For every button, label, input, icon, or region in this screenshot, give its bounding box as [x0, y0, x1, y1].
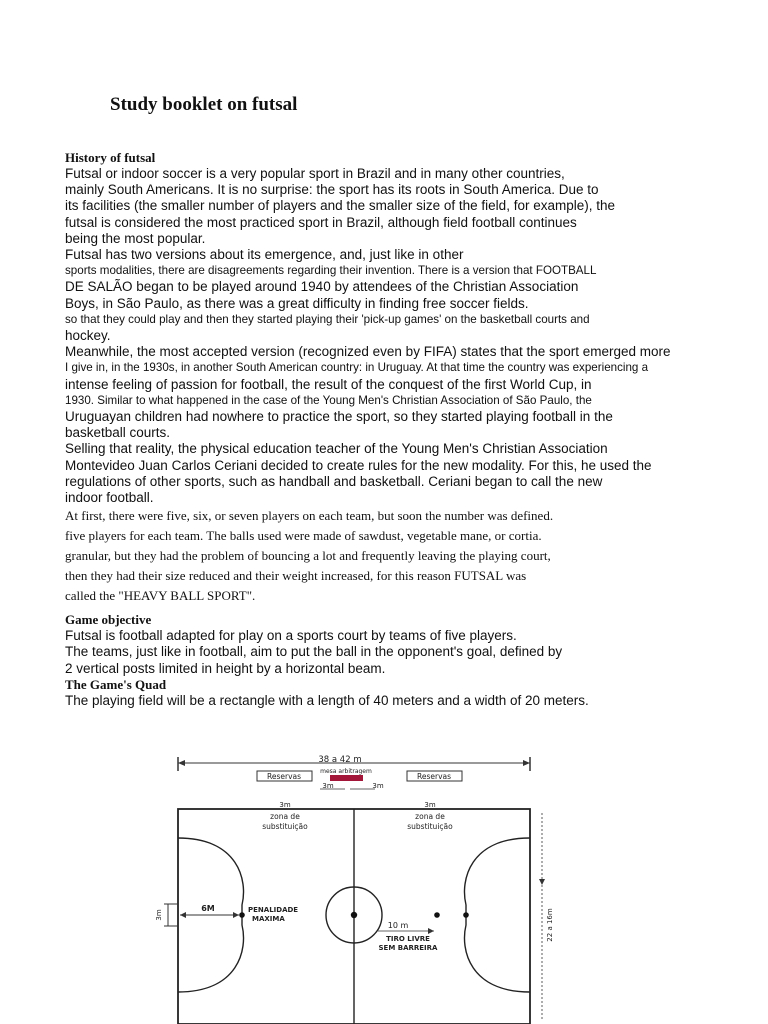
table-dist-right-label: 3m: [372, 782, 384, 790]
text-line: 1930. Similar to what happened in the case of the Young Men's Christian Association of São Paulo, the: [65, 393, 592, 407]
penalty-spot-left: [239, 912, 245, 918]
text-line: indoor football.: [65, 490, 154, 506]
free-kick-label-1: TIRO LIVRE: [386, 935, 430, 943]
text-line: its facilities (the smaller number of players and the smaller size of the field, for example), the: [65, 198, 615, 214]
free-kick-dist-label: 10 m: [387, 921, 409, 930]
arrow-left-icon: [178, 760, 185, 766]
penalty-spot-right: [463, 912, 469, 918]
goal-width-label: 3m: [155, 909, 163, 921]
penalty-label-2: MAXIMA: [252, 915, 285, 923]
page-title: Study booklet on futsal: [110, 94, 298, 115]
sub-zone-right-1: zona de: [415, 812, 445, 821]
futsal-court-diagram: [150, 745, 570, 1024]
text-line: intense feeling of passion for football, the result of the conquest of the first World Cup, in: [65, 376, 592, 392]
table-label: mesa arbitragem: [320, 768, 372, 775]
text-line: basketball courts.: [65, 425, 171, 441]
free-kick-arrow-icon: [428, 928, 434, 934]
center-spot: [351, 912, 357, 918]
table-dist-left-label: 3m: [322, 782, 334, 790]
penalty-dist-label: 6M: [201, 904, 215, 913]
referee-table: [330, 775, 363, 781]
text-line: At first, there were five, six, or seven players on each team, but soon the number was defined.: [65, 508, 554, 524]
text-line: sports modalities, there are disagreements regarding their invention. There is a version that FOOTBALL: [65, 264, 597, 278]
free-kick-spot: [434, 912, 440, 918]
text-line: so that they could play and then they started playing their 'pick-up games' on the basketball courts and: [65, 312, 590, 326]
text-line: Futsal is football adapted for play on a sports court by teams of five players.: [65, 628, 517, 644]
text-line: 2 vertical posts limited in height by a horizontal beam.: [65, 660, 386, 676]
text-line: Futsal or indoor soccer is a very popular sport in Brazil and in many other countries,: [65, 166, 565, 181]
text-line: Montevideo Juan Carlos Ceriani decided to create rules for the new modality. For this, he used the: [65, 457, 652, 473]
text-line: called the "HEAVY BALL SPORT".: [65, 588, 256, 604]
text-line: mainly South Americans. It is no surprise: the sport has its roots in South America. Due to: [65, 182, 599, 198]
free-kick-label-2: SEM BARREIRA: [378, 944, 438, 952]
text-line: five players for each team. The balls used were made of sawdust, vegetable mane, or cortia.: [65, 528, 542, 544]
text-line: then they had their size reduced and their weight increased, for this reason FUTSAL was: [65, 568, 527, 584]
text-line: I give in, in the 1930s, in another South American country: in Uruguay. At that time the country was experiencing a: [65, 361, 649, 375]
text-line: regulations of other sports, such as handball and basketball. Ceriani began to call the new: [65, 473, 603, 489]
text-line: hockey.: [65, 328, 111, 344]
document-body: [65, 150, 755, 709]
text-line: Meanwhile, the most accepted version (recognized even by FIFA) states that the sport emerged more: [65, 344, 671, 360]
section-heading: History of futsal: [65, 150, 156, 165]
text-line: Selling that reality, the physical education teacher of the Young Men's Christian Association: [65, 441, 608, 457]
penalty-arrow-right-icon: [233, 912, 239, 918]
text-line: The teams, just like in football, aim to put the ball in the opponent's goal, defined by: [65, 644, 563, 660]
section-heading: Game objective: [65, 612, 152, 628]
length-label: 38 a 42 m: [318, 755, 362, 765]
text-line: The playing field will be a rectangle with a length of 40 meters and a width of 20 meters.: [65, 692, 589, 708]
penalty-arrow-left-icon: [180, 912, 186, 918]
sub-zone-right-2: substituição: [407, 822, 453, 831]
sub-zone-dist-right: 3m: [424, 801, 436, 809]
width-label: 22 a 16m: [546, 908, 554, 942]
sub-zone-dist-left: 3m: [279, 801, 291, 809]
sub-zone-left-1: zona de: [270, 812, 300, 821]
reserves-left-label: Reservas: [266, 772, 302, 781]
section-heading: The Game's Quad: [65, 676, 167, 692]
text-line: DE SALÃO began to be played around 1940 by attendees of the Christian Association: [65, 279, 579, 295]
penalty-area-right: [464, 838, 530, 992]
text-line: Boys, in São Paulo, as there was a great difficulty in finding free soccer fields.: [65, 295, 529, 311]
sub-zone-left-2: substituição: [262, 822, 308, 831]
text-line: Futsal has two versions about its emergence, and, just like in other: [65, 247, 464, 263]
court-svg: [150, 745, 570, 1024]
text-line: Uruguayan children had nowhere to practice the sport, so they started playing football in the: [65, 409, 613, 425]
reserves-right-label: Reservas: [416, 772, 452, 781]
width-arrow-icon: [539, 879, 545, 885]
penalty-label-1: PENALIDADE: [248, 906, 299, 914]
text-line: being the most popular.: [65, 230, 206, 246]
text-line: futsal is considered the most practiced sport in Brazil, although field football continues: [65, 214, 577, 230]
arrow-right-icon: [523, 760, 530, 766]
text-line: granular, but they had the problem of bouncing a lot and frequently leaving the playing court,: [65, 548, 551, 564]
